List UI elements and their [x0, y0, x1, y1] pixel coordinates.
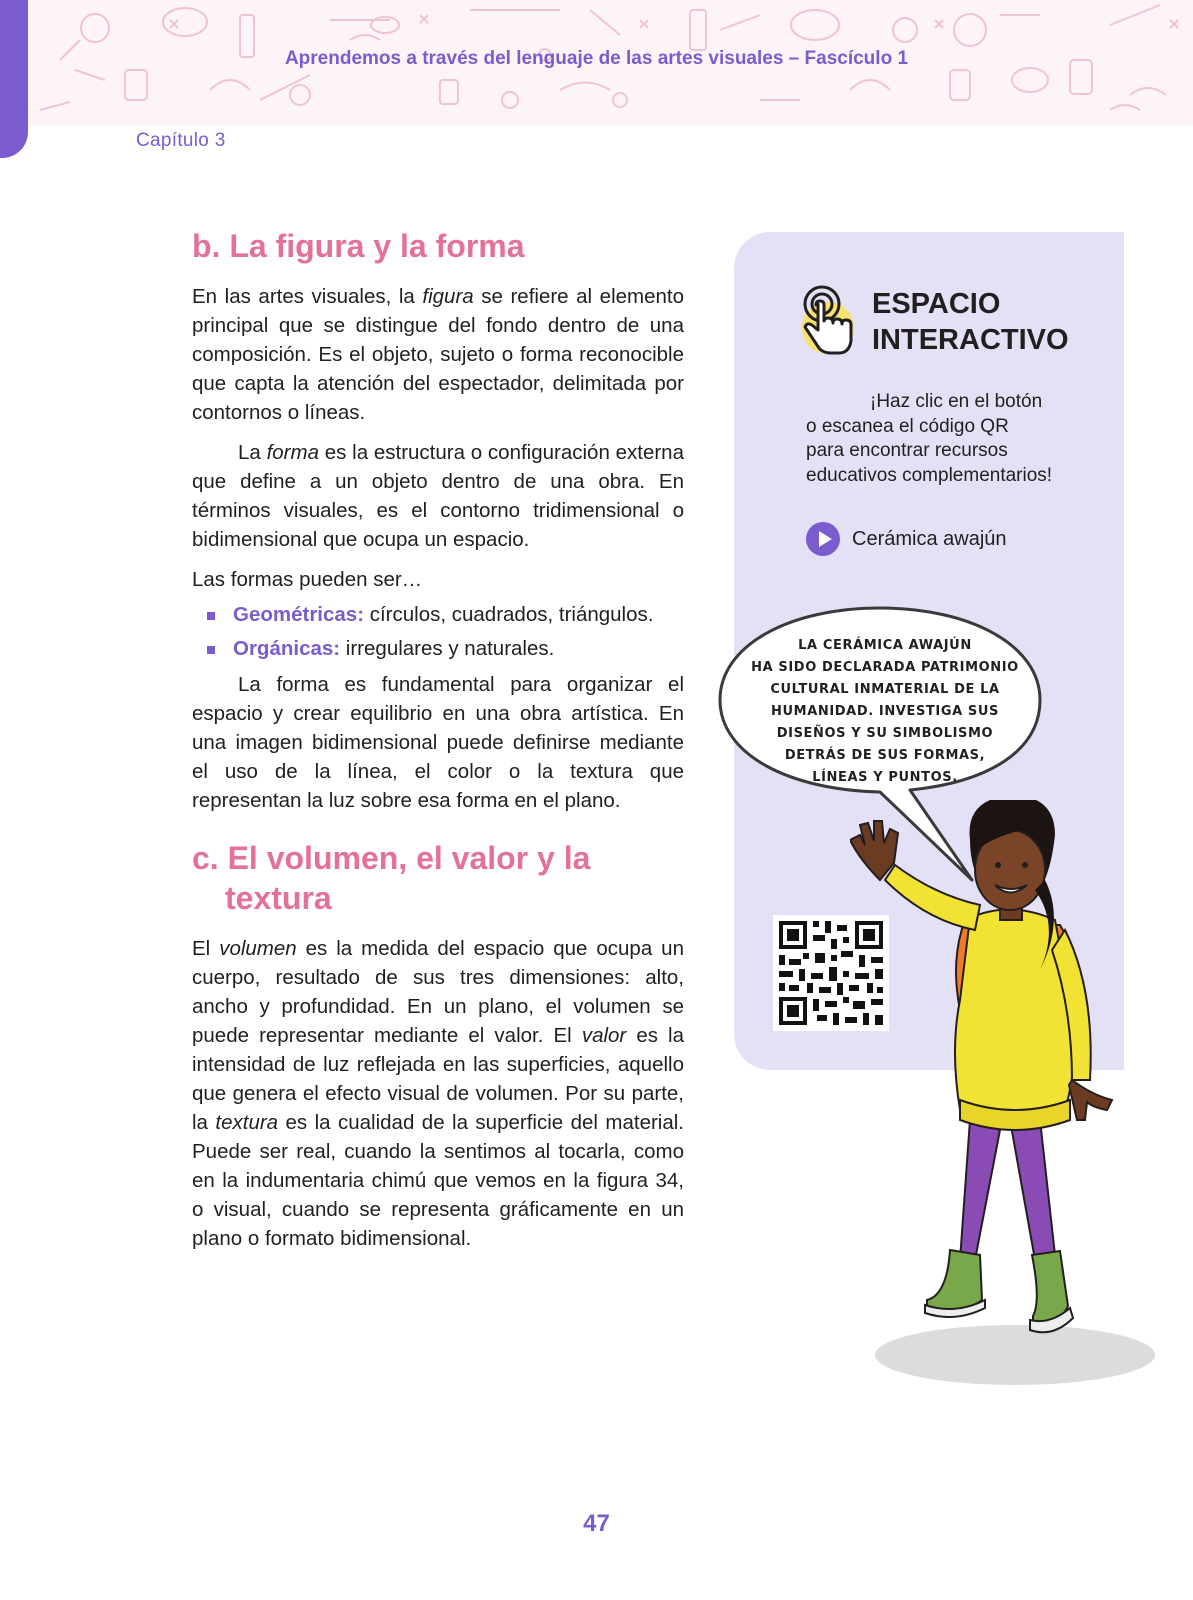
paragraph-volumen: El volumen es la medida del espacio que ocupa un cuerpo, resultado de sus tres dimensiones: alto, ancho y profundidad. En un plano, el volumen se puede representar mediante el valor. El valor es la intensidad de luz reflejada en las superficies, aquello que genera el efecto visual de volumen. Por su parte, la textura es la cualidad de la superficie del material. Puede ser real, cuando la sentimos al tocarla, como en la indumentaria chimú que vemos en la figura 34, o visual, cuando se representa gráficamente en un plano o formato bidimensional.	[192, 937, 685, 1250]
interactive-instructions: ¡Haz clic en el botón o escanea el código QR para encontrar recursos educativos complementarios!	[806, 391, 1053, 486]
chapter-tab	[0, 0, 28, 158]
term-figura: figura	[422, 285, 474, 308]
speech-bubble-text: LA CERÁMICA AWAJÚN HA SIDO DECLARADA PATRIMONIO CULTURAL INMATERIAL DE LA HUMANIDAD. INVESTIGA SUS DISEÑOS Y SU SIMBOLISMO DETRÁS DE SUS FORMAS, LÍNEAS Y PUNTOS.	[751, 638, 1019, 785]
play-icon[interactable]	[806, 522, 840, 556]
page-number: 47	[583, 1510, 610, 1537]
shape-types-list	[207, 598, 687, 666]
paragraph-formas-intro: Las formas pueden ser…	[192, 568, 423, 591]
ceramica-awajun-link[interactable]	[806, 522, 1007, 556]
section-b-title: b. La figura y la forma	[192, 228, 525, 264]
paragraph-forma: La forma es la estructura o configuración externa que define a un objeto dentro de una obra. En términos visuales, es el contorno tridimensional o bidimensional que ocupa un espacio.	[192, 441, 684, 551]
term-forma: forma	[266, 441, 319, 464]
link-label[interactable]: Cerámica awajún	[852, 527, 1007, 550]
hand-click-icon	[800, 284, 858, 360]
student-girl-illustration	[850, 800, 1160, 1390]
list-item: Geométricas: círculos, cuadrados, triángulos.	[207, 598, 687, 632]
fascicle-title: Aprendemos a través del lenguaje de las artes visuales – Fascículo 1	[284, 48, 909, 69]
paragraph-figura: En las artes visuales, la figura se refiere al elemento principal que se distingue del fondo dentro de una composición. Es el objeto, sujeto o forma reconocible que capta la atención del espectador, delimitada por contornos o líneas.	[192, 285, 685, 424]
paragraph-forma-fundamental: La forma es fundamental para organizar el espacio y crear equilibrio en una obra artística. En una imagen bidimensional puede definirse mediante el uso de la línea, el color o la textura que representan la luz sobre esa forma en el plano.	[192, 673, 684, 812]
section-c-title: c. El volumen, el valor y la textura	[192, 840, 591, 916]
chapter-label: Capítulo 3	[136, 130, 226, 151]
interactive-title: ESPACIO INTERACTIVO	[872, 288, 1069, 356]
list-item: Orgánicas: irregulares y naturales.	[207, 632, 687, 666]
